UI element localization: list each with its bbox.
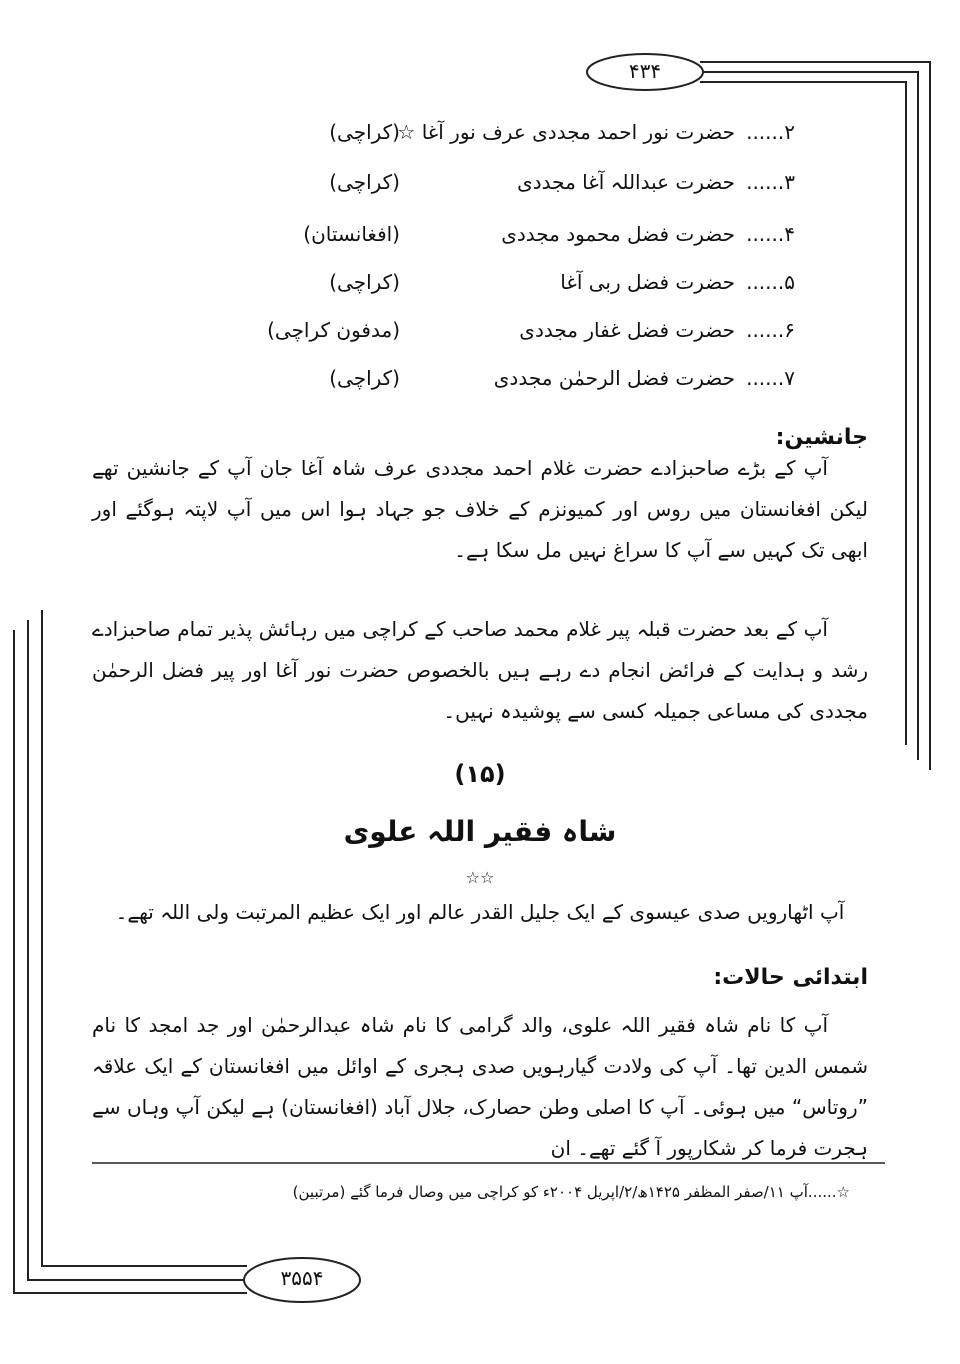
item-number: ۳......	[746, 170, 795, 194]
item-name: حضرت عبداللہ آغا مجددی	[517, 170, 735, 194]
page-number-bottom: ۳۵۵۴	[280, 1266, 324, 1290]
item-number: ۵......	[746, 270, 795, 294]
item-name: حضرت فضل محمود مجددی	[501, 222, 735, 246]
item-name: حضرت نور احمد مجددی عرف نور آغا ☆	[397, 120, 735, 144]
page-number-top: ۴۳۴	[628, 59, 662, 83]
successor-paragraph-2: آپ کے بعد حضرت قبلہ پیر غلام محمد صاحب کے کراچی میں رہائش پذیر تمام صاحبزادے رشد و ہدایت کے فرائض انجام دے رہے ہیں بالخصوص حضرت نور آغا اور پیر فضل الرحمٰن مجددی کی مساعی جمیلہ کسی سے پوشیدہ نہیں۔	[92, 617, 868, 723]
item-number: ۲......	[746, 120, 795, 144]
list-item	[0, 270, 960, 300]
successor-heading: جانشین:	[775, 425, 868, 450]
chapter-number: (۱۵)	[454, 760, 506, 788]
item-name: حضرت فضل غفار مجددی	[519, 318, 735, 342]
item-place: (افغانستان)	[303, 222, 400, 246]
decorative-stars: ☆☆	[465, 868, 495, 887]
successor-paragraph-1: آپ کے بڑے صاحبزادے حضرت غلام احمد مجددی عرف شاہ آغا جان آپ کے جانشین تھے لیکن افغانستان میں روس اور کمیونزم کے خلاف جو جہاد ہوا اس میں آپ لاپتہ ہوگئے اور ابھی تک کہیں سے آپ کا سراغ نہیں مل سکا ہے۔	[92, 456, 868, 562]
item-number: ۷......	[746, 366, 795, 390]
early-life-paragraph: آپ کا نام شاہ فقیر اللہ علوی، والد گرامی کا نام شاہ عبدالرحمٰن اور جد امجد کا نام شمس الدین تھا۔ آپ کی ولادت گیارہویں صدی ہجری کے اوائل میں افغانستان کے ایک علاقہ ”روتاس“ میں ہوئی۔ آپ کا اصلی وطن حصارک، جلال آباد (افغانستان) ہے لیکن آپ وہاں سے ہجرت فرما کر شکارپور آ گئے تھے۔ ان	[92, 1013, 868, 1160]
item-place: (کراچی)	[329, 120, 400, 144]
item-place: (کراچی)	[329, 270, 400, 294]
early-life-heading: ابتدائی حالات:	[713, 965, 868, 990]
item-name: حضرت فضل الرحمٰن مجددی	[493, 366, 735, 390]
item-number: ۴......	[746, 222, 795, 246]
chapter-title: شاہ فقیر اللہ علوی	[343, 815, 617, 848]
item-place: (کراچی)	[329, 170, 400, 194]
item-name: حضرت فضل ربی آغا	[560, 270, 735, 294]
list-item	[0, 170, 960, 200]
list-item	[0, 120, 960, 150]
footnote: ☆......آپ ۱۱/صفر المظفر ۱۴۲۵ھ/۲/اپریل ۲۰۰۴ء کو کراچی میں وصال فرما گئے (مرتبین)	[292, 1183, 850, 1201]
list-item	[0, 222, 960, 252]
list-item	[0, 318, 960, 348]
item-place: (مدفون کراچی)	[267, 318, 400, 342]
chapter-intro: آپ اٹھارویں صدی عیسوی کے ایک جلیل القدر عالم اور ایک عظیم المرتبت ولی اللہ تھے۔	[115, 900, 845, 924]
item-number: ۶......	[746, 318, 795, 342]
list-item	[0, 366, 960, 396]
item-place: (کراچی)	[329, 366, 400, 390]
